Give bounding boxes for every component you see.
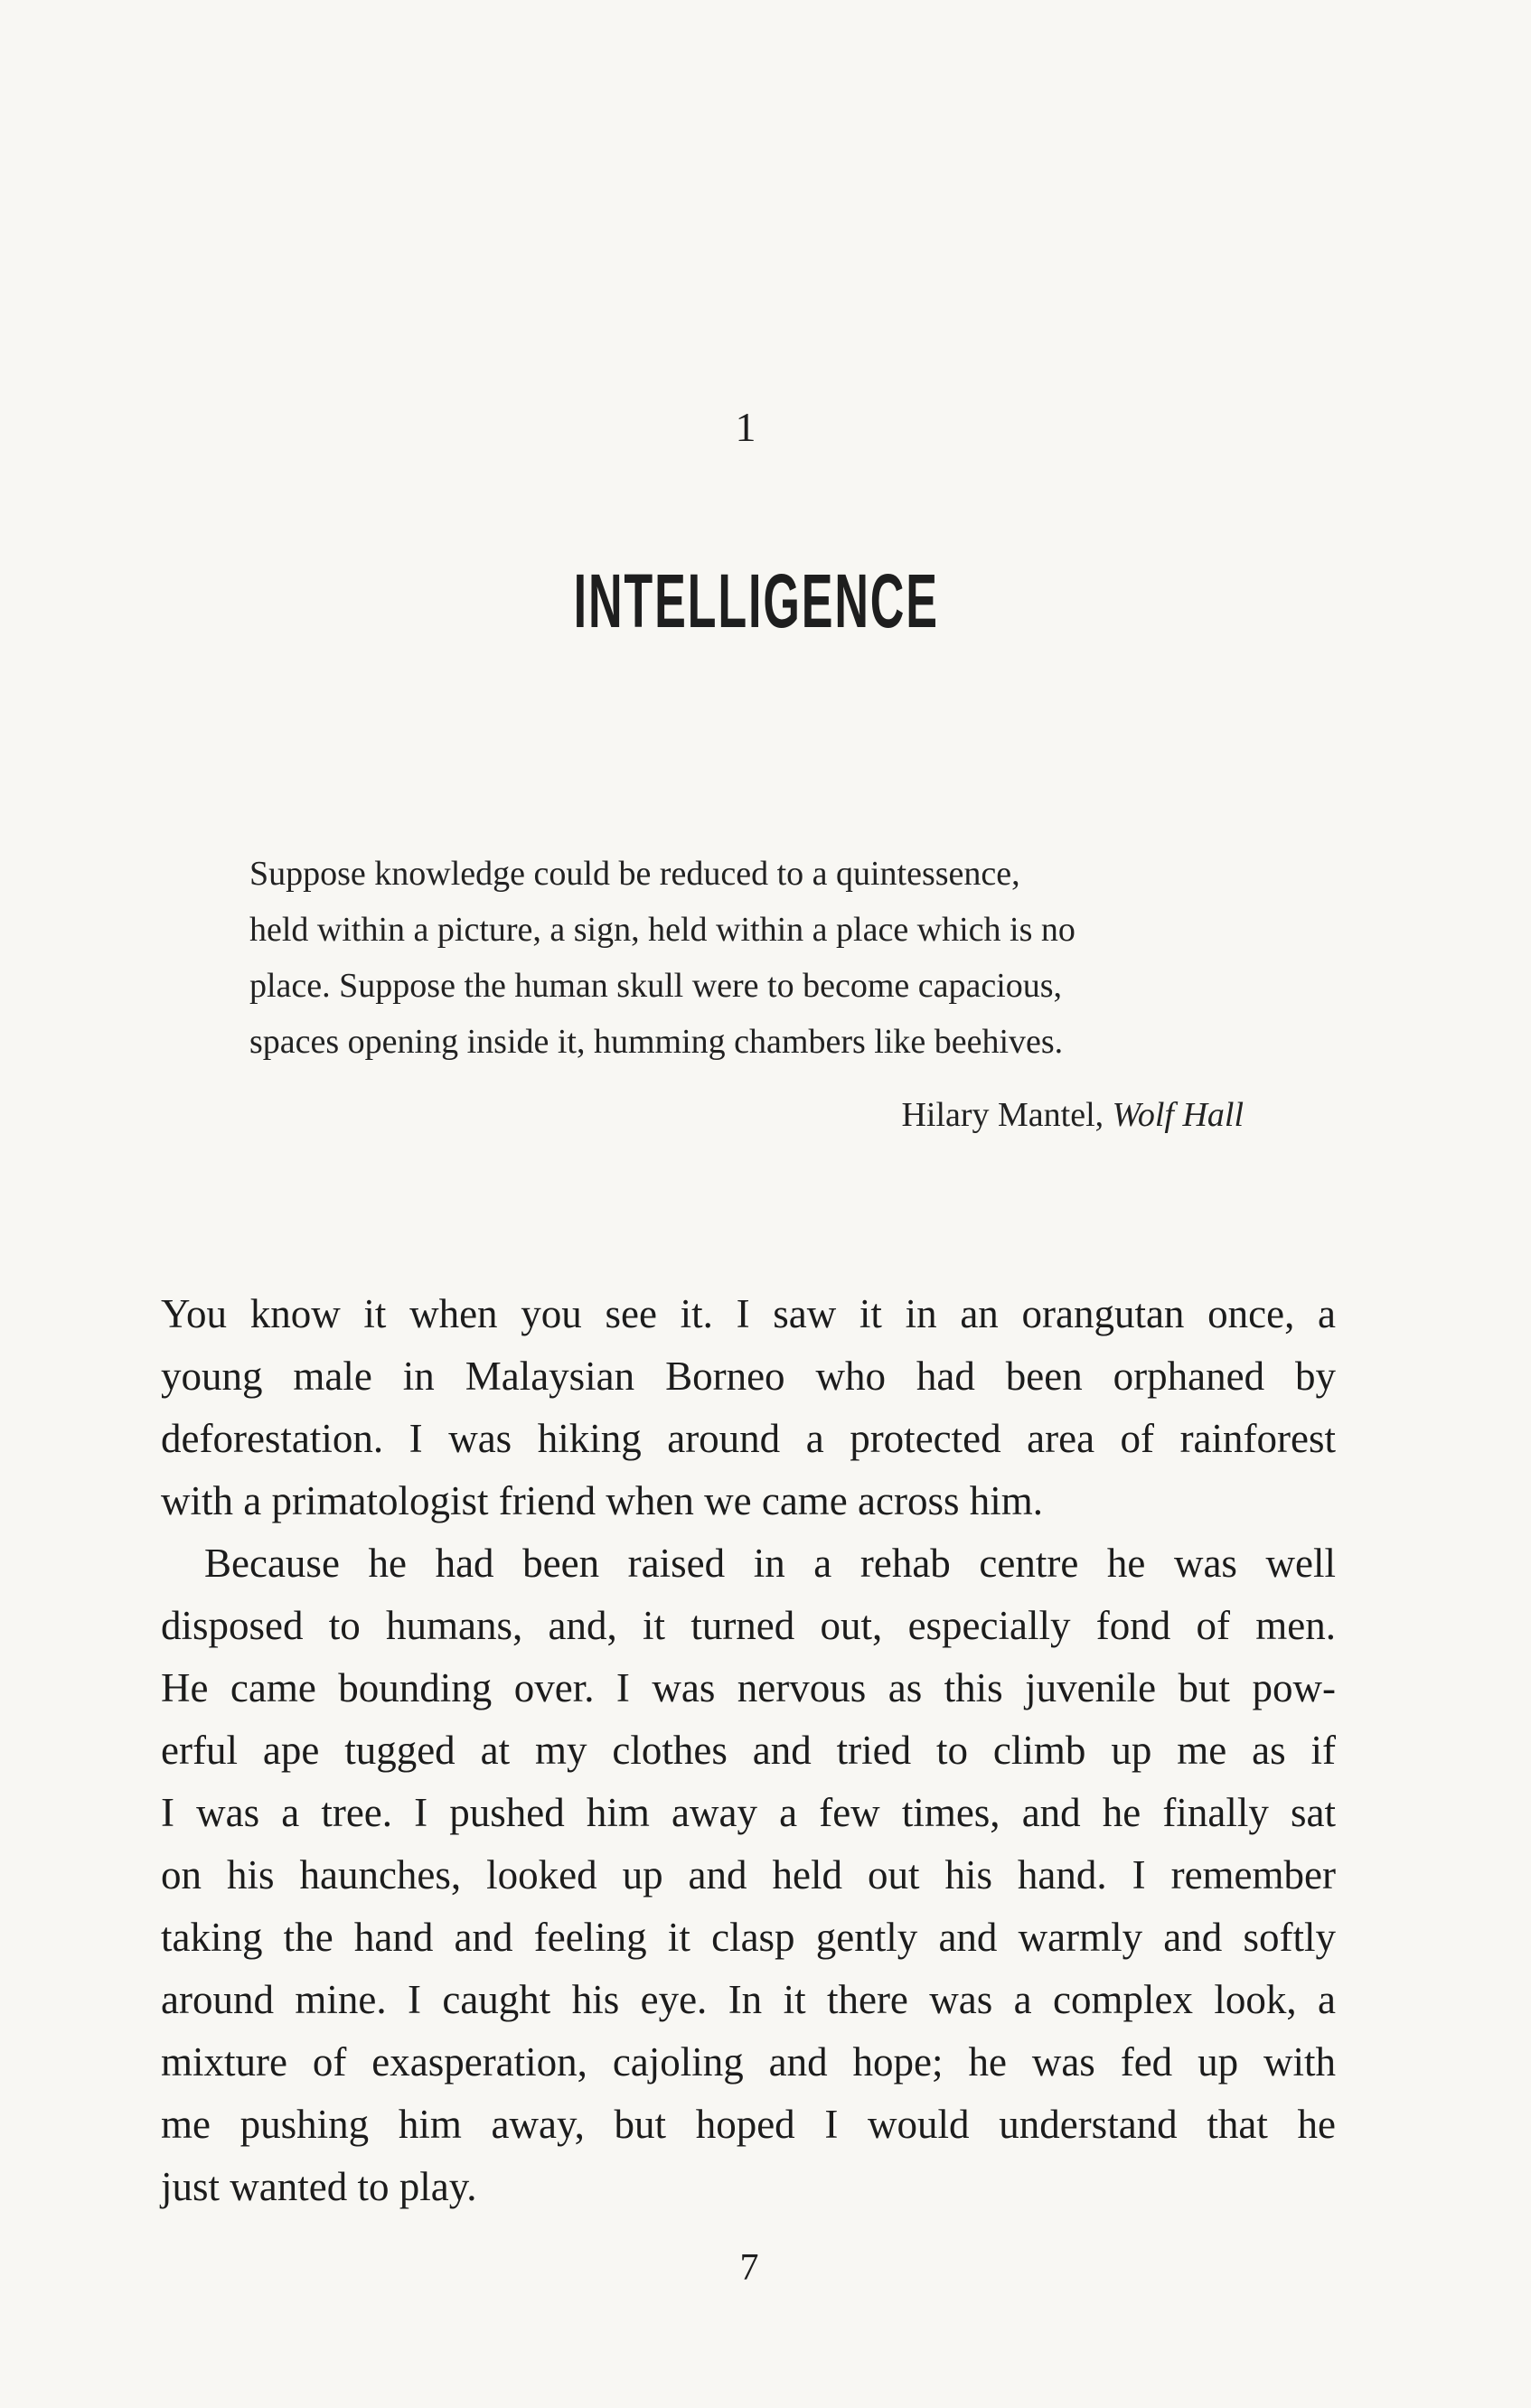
epigraph-work-title: Wolf Hall <box>1112 1096 1244 1134</box>
epigraph-line: place. Suppose the human skull were to become capacious, <box>249 967 1063 1005</box>
body-line: around mine. I caught his eye. In it there was a complex look, a <box>161 1977 1336 2022</box>
body-line: Because he had been raised in a rehab centre he was well <box>204 1541 1336 1586</box>
epigraph-attribution <box>901 1090 1244 1140</box>
chapter-number-text: 1 <box>735 404 756 450</box>
page-number-text: 7 <box>739 2247 759 2289</box>
body-line: erful ape tugged at my clothes and tried to climb up me as if <box>161 1728 1336 1773</box>
page-number <box>0 2243 1531 2293</box>
chapter-number <box>0 402 1531 453</box>
body-line: me pushing him away, but hoped I would understand that he <box>161 2102 1336 2147</box>
epigraph-line: spaces opening inside it, humming chambers like beehives. <box>249 1023 1064 1061</box>
body-line: young male in Malaysian Borneo who had been orphaned by <box>161 1354 1336 1399</box>
epigraph-quote <box>249 846 1280 1070</box>
body-line: with a primatologist friend when we came across him. <box>161 1478 1043 1523</box>
epigraph-line: held within a picture, a sign, held within a place which is no <box>249 911 1075 949</box>
epigraph-author: Hilary Mantel, <box>901 1096 1104 1134</box>
epigraph-line: Suppose knowledge could be reduced to a quintessence, <box>249 855 1020 893</box>
body-line: disposed to humans, and, it turned out, especially fond of men. <box>161 1603 1336 1648</box>
body-line: You know it when you see it. I saw it in an orangutan once, a <box>161 1291 1336 1336</box>
body-line: just wanted to play. <box>161 2164 477 2209</box>
body-text <box>161 1283 1336 2218</box>
body-line: He came bounding over. I was nervous as this juvenile but pow- <box>161 1665 1336 1710</box>
body-line: taking the hand and feeling it clasp gently and warmly and softly <box>161 1915 1336 1960</box>
body-line: I was a tree. I pushed him away a few times, and he finally sat <box>161 1790 1336 1835</box>
body-line: deforestation. I was hiking around a protected area of rainforest <box>161 1416 1336 1461</box>
body-line: on his haunches, looked up and held out his hand. I remember <box>161 1852 1336 1897</box>
chapter-title: INTELLIGENCE <box>573 558 939 643</box>
body-line: mixture of exasperation, cajoling and hope; he was fed up with <box>161 2039 1336 2085</box>
